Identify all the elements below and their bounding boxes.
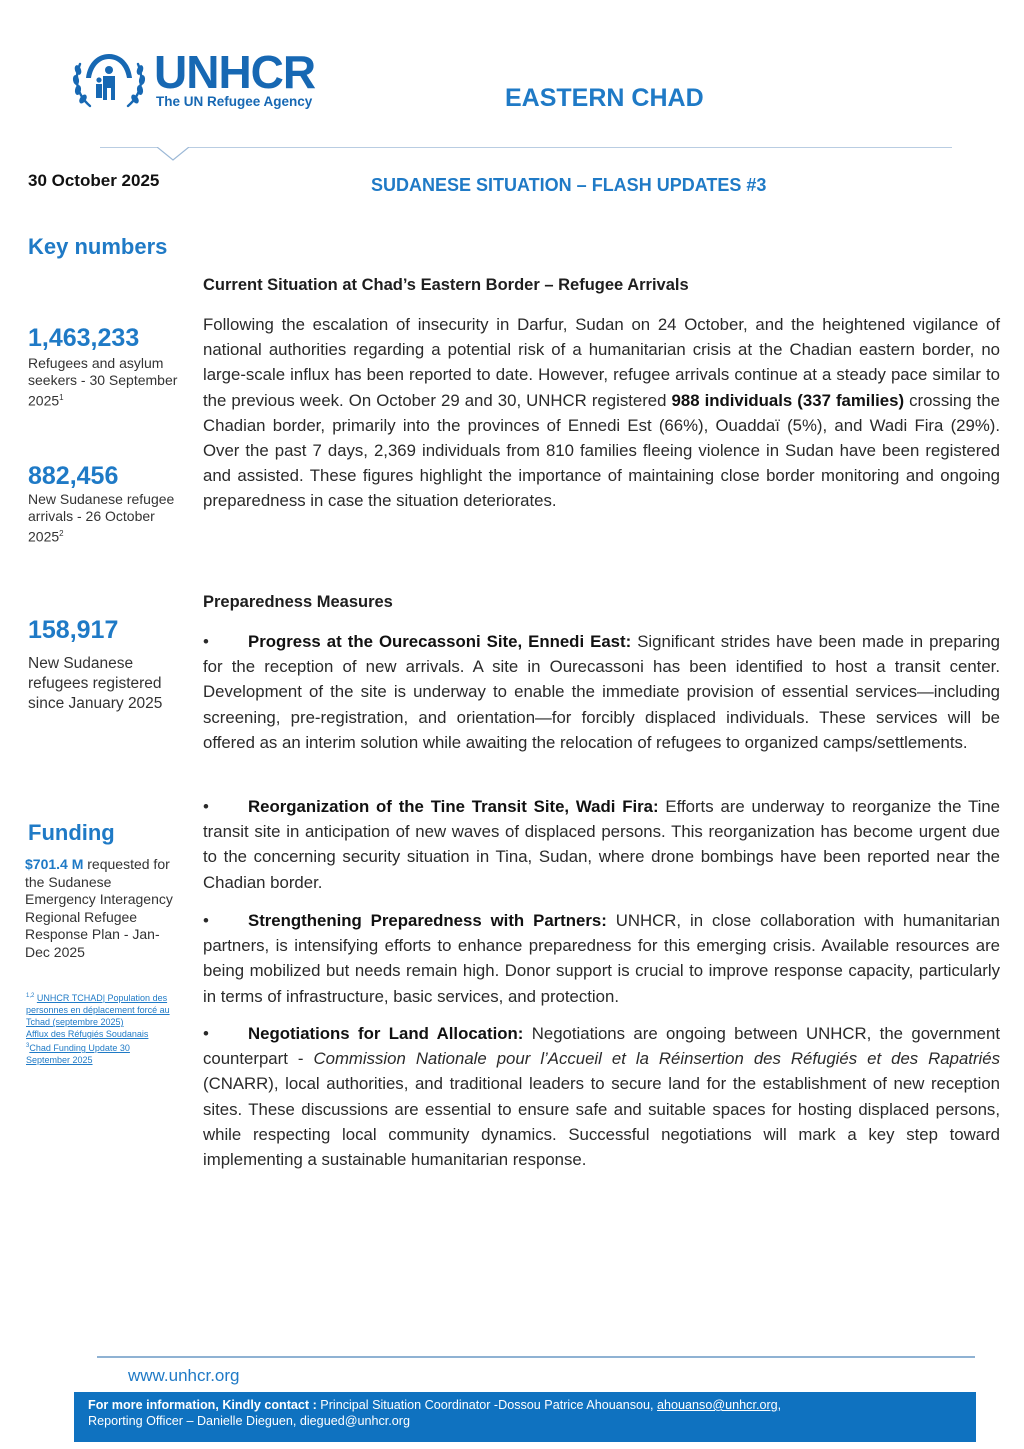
flash-update-title: SUDANESE SITUATION – FLASH UPDATES #3: [371, 175, 767, 195]
report-date: 30 October 2025: [28, 171, 160, 190]
funding-heading: Funding: [28, 820, 115, 845]
key-number-label: New Sudanese refugees registered since January 2025: [28, 655, 163, 712]
logo-subtitle: The UN Refugee Agency: [156, 94, 313, 109]
bullet-item: • Progress at the Ourecassoni Site, Ennedi East: Significant strides have been made in preparing for the reception of new arrivals. A site in Ourecassoni has been identified to host a transit center. Development of the site is underway to enable the immediate provision of essential services—including screening, pre-registration, and orientation—for forcibly displaced individuals. These services will be offered as an interim solution while awaiting the relocation of refugees to organized camps/settlements.: [203, 629, 1000, 755]
key-number-label: New Sudanese refugee arrivals - 26 October 2025$^2$: [28, 491, 175, 545]
footnote-link-population[interactable]: UNHCR TCHAD| Population des personnes en déplacement forcé au Tchad (septembre 2025): [26, 993, 170, 1027]
funding-amount: $701.4 M: [25, 856, 84, 872]
chevron-down-icon: [157, 147, 189, 161]
footer-divider: [97, 1356, 975, 1358]
logo-wordmark: UNHCR: [154, 46, 316, 98]
bullet-item: • Reorganization of the Tine Transit Site, Wadi Fira: Efforts are underway to reorganize the Tine transit site in anticipation of new waves of displaced persons. This reorganization has become urgent due to the concerning security situation in Tina, Sudan, where drone bombings have been reported near the Chadian border.: [203, 794, 1000, 895]
region-title: EASTERN CHAD: [505, 84, 704, 112]
bullet-icon: •: [203, 911, 209, 930]
unhcr-emblem-icon: [70, 48, 148, 112]
bullet-icon: •: [203, 1024, 209, 1043]
bullet-item: • Strengthening Preparedness with Partners: UNHCR, in close collaboration with humanitarian partners, is intensifying efforts to enhance preparedness for this emerging crisis. Available resources are being mobilized but needs remain high. Donor support is crucial to improve response capacity, particularly in terms of infrastructure, basic services, and protection.: [203, 908, 1000, 1009]
website-link[interactable]: www.unhcr.org: [128, 1366, 240, 1385]
contact-label: For more information, Kindly contact :: [88, 1398, 317, 1412]
key-numbers-heading: Key numbers: [28, 234, 168, 259]
key-number-value: 1,463,233: [28, 324, 140, 352]
footnote-link-funding-update[interactable]: Chad Funding Update 30 September 2025: [26, 1043, 130, 1065]
footnotes: $^{1,2}$ UNHCR TCHAD| Population des personnes en déplacement forcé au Tchad (septembre 2025) Afflux des Réfugiés Soudanais $^3$Chad Funding Update 30 September 2025: [26, 993, 170, 1065]
bullet-item: • Negotiations for Land Allocation: Negotiations are ongoing between UNHCR, the government counterpart - Commission Nationale pour l’Accueil et la Réinsertion des Réfugiés et des Rapatriés (CNARR), local authorities, and traditional leaders to secure land for the establishment of new reception sites. These discussions are essential to ensure safe and suitable spaces for hosting displaced persons, while respecting local community dynamics. Successful negotiations will mark a key step toward implementing a sustainable humanitarian response.: [203, 1021, 1000, 1172]
bullet-icon: •: [203, 797, 209, 816]
reporting-officer-contact: Reporting Officer – Danielle Dieguen, diegued@unhcr.org: [88, 1414, 410, 1428]
bullet-icon: •: [203, 632, 209, 651]
contact-email-link[interactable]: ahouanso@unhcr.org: [657, 1398, 778, 1412]
key-number-label: Refugees and asylum seekers - 30 September 2025$^1$: [28, 355, 178, 409]
header-divider: [100, 147, 952, 148]
current-situation-paragraph: Following the escalation of insecurity in Darfur, Sudan on 24 October, and the heightened vigilance of national authorities regarding a potential risk of a humanitarian crisis at the Chadian eastern border, no large-scale influx has been reported to date. However, refugee arrivals continue at a steady pace similar to the previous week. On October 29 and 30, UNHCR registered 988 individuals (337 families) crossing the Chadian border, primarily into the provinces of Ennedi Est (66%), Ouaddaï (5%), and Wadi Fira (29%). Over the past 7 days, 2,369 individuals from 810 families fleeing violence in Sudan have been registered and assisted. These figures highlight the importance of maintaining close border monitoring and ongoing preparedness in case the situation deteriorates.: [203, 315, 1000, 511]
footnote-link-afflux[interactable]: Afflux des Réfugiés Soudanais: [26, 1029, 149, 1039]
section-heading-preparedness: Preparedness Measures: [203, 593, 393, 611]
unhcr-logo: [70, 48, 350, 112]
section-heading-current-situation: Current Situation at Chad’s Eastern Border – Refugee Arrivals: [203, 276, 689, 294]
contact-bar: For more information, Kindly contact : Principal Situation Coordinator -Dossou Patrice Ahouansou, ahouanso@unhcr.org, Reporting Officer – Danielle Dieguen, diegued@unhcr.org: [74, 1392, 976, 1442]
key-number-value: 882,456: [28, 462, 119, 490]
key-number-value: 158,917: [28, 616, 119, 644]
funding-text: $701.4 M requested for the Sudanese Emergency Interagency Regional Refugee Response Plan - Jan- Dec 2025: [25, 856, 173, 960]
